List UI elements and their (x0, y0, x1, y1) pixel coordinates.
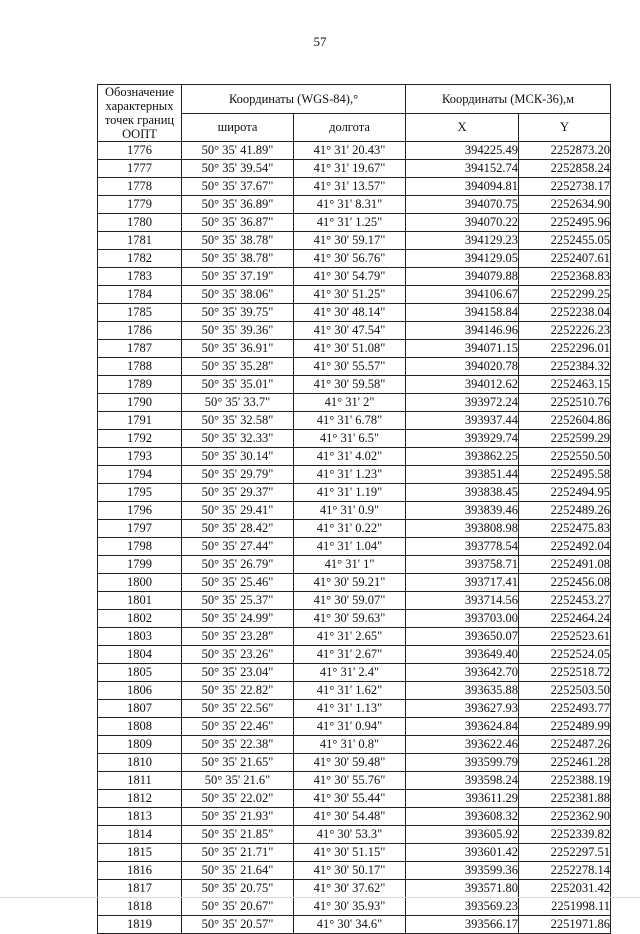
latitude-cell: 50° 35' 37.19" (182, 268, 294, 286)
table-row (98, 412, 611, 430)
coordinates-table (97, 84, 611, 934)
latitude-cell: 50° 35' 38.78" (182, 232, 294, 250)
y-cell: 2252510.76 (519, 394, 611, 412)
y-cell: 2252524.05 (519, 646, 611, 664)
longitude-cell: 41° 31' 2.67" (294, 646, 406, 664)
longitude-cell: 41° 30' 59.63" (294, 610, 406, 628)
table-row (98, 772, 611, 790)
table-row (98, 520, 611, 538)
table-row (98, 448, 611, 466)
x-cell: 394146.96 (406, 322, 519, 340)
latitude-cell: 50° 35' 30.14" (182, 448, 294, 466)
y-cell: 2252455.05 (519, 232, 611, 250)
table-row (98, 826, 611, 844)
x-cell: 393851.44 (406, 466, 519, 484)
longitude-cell: 41° 30' 54.79" (294, 268, 406, 286)
y-cell: 2252487.26 (519, 736, 611, 754)
x-cell: 393839.46 (406, 502, 519, 520)
y-cell: 2252407.61 (519, 250, 611, 268)
table-row (98, 304, 611, 322)
longitude-cell: 41° 31' 1.04" (294, 538, 406, 556)
x-cell: 393624.84 (406, 718, 519, 736)
y-cell: 2252464.24 (519, 610, 611, 628)
table-row (98, 880, 611, 898)
x-cell: 393605.92 (406, 826, 519, 844)
point-id-cell: 1795 (98, 484, 182, 502)
y-cell: 2252297.51 (519, 844, 611, 862)
x-cell: 393808.98 (406, 520, 519, 538)
longitude-cell: 41° 30' 55.76" (294, 772, 406, 790)
point-id-cell: 1783 (98, 268, 182, 286)
point-id-cell: 1787 (98, 340, 182, 358)
x-cell: 393650.07 (406, 628, 519, 646)
x-cell: 394129.23 (406, 232, 519, 250)
latitude-cell: 50° 35' 23.28" (182, 628, 294, 646)
point-id-cell: 1806 (98, 682, 182, 700)
longitude-cell: 41° 30' 47.54" (294, 322, 406, 340)
x-cell: 393627.93 (406, 700, 519, 718)
longitude-cell: 41° 30' 51.15" (294, 844, 406, 862)
latitude-cell: 50° 35' 22.82" (182, 682, 294, 700)
y-cell: 2252381.88 (519, 790, 611, 808)
point-id-cell: 1816 (98, 862, 182, 880)
point-id-cell: 1779 (98, 196, 182, 214)
longitude-cell: 41° 31' 0.8" (294, 736, 406, 754)
x-cell: 394071.15 (406, 340, 519, 358)
table-row (98, 646, 611, 664)
table-row (98, 268, 611, 286)
latitude-cell: 50° 35' 20.75" (182, 880, 294, 898)
x-cell: 393778.54 (406, 538, 519, 556)
y-cell: 2252599.29 (519, 430, 611, 448)
y-cell: 2252339.82 (519, 826, 611, 844)
x-cell: 394079.88 (406, 268, 519, 286)
x-cell: 393642.70 (406, 664, 519, 682)
point-id-cell: 1802 (98, 610, 182, 628)
longitude-cell: 41° 30' 50.17" (294, 862, 406, 880)
point-id-cell: 1817 (98, 880, 182, 898)
table-row (98, 718, 611, 736)
y-cell: 2252738.17 (519, 178, 611, 196)
table-row (98, 376, 611, 394)
x-cell: 393714.56 (406, 592, 519, 610)
x-cell: 393599.79 (406, 754, 519, 772)
point-id-cell: 1807 (98, 700, 182, 718)
latitude-cell: 50° 35' 27.44" (182, 538, 294, 556)
table-row (98, 610, 611, 628)
table-row (98, 502, 611, 520)
x-cell: 394070.22 (406, 214, 519, 232)
table-row (98, 286, 611, 304)
table-row (98, 160, 611, 178)
longitude-cell: 41° 30' 59.48" (294, 754, 406, 772)
latitude-cell: 50° 35' 22.02" (182, 790, 294, 808)
latitude-cell: 50° 35' 28.42" (182, 520, 294, 538)
latitude-cell: 50° 35' 38.06" (182, 286, 294, 304)
x-cell: 393598.24 (406, 772, 519, 790)
longitude-cell: 41° 31' 20.43" (294, 142, 406, 160)
header-designation: Обозначение характерных точек границ ООПТ (98, 85, 182, 142)
table-row (98, 142, 611, 160)
longitude-cell: 41° 31' 6.78" (294, 412, 406, 430)
latitude-cell: 50° 35' 29.41" (182, 502, 294, 520)
header-msk36: Координаты (МСК-36),м (406, 85, 611, 114)
longitude-cell: 41° 30' 48.14" (294, 304, 406, 322)
point-id-cell: 1788 (98, 358, 182, 376)
x-cell: 393758.71 (406, 556, 519, 574)
table-row (98, 682, 611, 700)
longitude-cell: 41° 31' 13.57" (294, 178, 406, 196)
point-id-cell: 1778 (98, 178, 182, 196)
latitude-cell: 50° 35' 29.37" (182, 484, 294, 502)
longitude-cell: 41° 30' 35.93" (294, 898, 406, 916)
latitude-cell: 50° 35' 29.79" (182, 466, 294, 484)
point-id-cell: 1810 (98, 754, 182, 772)
x-cell: 393571.80 (406, 880, 519, 898)
table-row (98, 196, 611, 214)
point-id-cell: 1776 (98, 142, 182, 160)
latitude-cell: 50° 35' 21.65" (182, 754, 294, 772)
y-cell: 2252489.99 (519, 718, 611, 736)
y-cell: 2252456.08 (519, 574, 611, 592)
point-id-cell: 1812 (98, 790, 182, 808)
x-cell: 393838.45 (406, 484, 519, 502)
table-row (98, 556, 611, 574)
longitude-cell: 41° 31' 2.4" (294, 664, 406, 682)
table-row (98, 736, 611, 754)
table-row (98, 250, 611, 268)
x-cell: 394070.75 (406, 196, 519, 214)
y-cell: 2252491.08 (519, 556, 611, 574)
longitude-cell: 41° 31' 1" (294, 556, 406, 574)
y-cell: 2252296.01 (519, 340, 611, 358)
latitude-cell: 50° 35' 21.64" (182, 862, 294, 880)
table-row (98, 862, 611, 880)
y-cell: 2252384.32 (519, 358, 611, 376)
longitude-cell: 41° 30' 59.58" (294, 376, 406, 394)
point-id-cell: 1794 (98, 466, 182, 484)
x-cell: 394225.49 (406, 142, 519, 160)
latitude-cell: 50° 35' 20.67" (182, 898, 294, 916)
latitude-cell: 50° 35' 41.89" (182, 142, 294, 160)
longitude-cell: 41° 31' 4.02" (294, 448, 406, 466)
y-cell: 2252604.86 (519, 412, 611, 430)
point-id-cell: 1797 (98, 520, 182, 538)
table-row (98, 484, 611, 502)
page-number: 57 (313, 34, 327, 49)
longitude-cell: 41° 30' 59.21" (294, 574, 406, 592)
point-id-cell: 1798 (98, 538, 182, 556)
x-cell: 393862.25 (406, 448, 519, 466)
longitude-cell: 41° 30' 53.3" (294, 826, 406, 844)
point-id-cell: 1814 (98, 826, 182, 844)
y-cell: 2252523.61 (519, 628, 611, 646)
x-cell: 393611.29 (406, 790, 519, 808)
point-id-cell: 1811 (98, 772, 182, 790)
point-id-cell: 1803 (98, 628, 182, 646)
point-id-cell: 1813 (98, 808, 182, 826)
latitude-cell: 50° 35' 37.67" (182, 178, 294, 196)
x-cell: 393937.44 (406, 412, 519, 430)
header-x: X (406, 113, 519, 142)
x-cell: 394152.74 (406, 160, 519, 178)
header-longitude: долгота (294, 113, 406, 142)
x-cell: 393622.46 (406, 736, 519, 754)
point-id-cell: 1784 (98, 286, 182, 304)
longitude-cell: 41° 30' 51.08" (294, 340, 406, 358)
latitude-cell: 50° 35' 36.91" (182, 340, 294, 358)
latitude-cell: 50° 35' 22.46" (182, 718, 294, 736)
y-cell: 2252475.83 (519, 520, 611, 538)
point-id-cell: 1796 (98, 502, 182, 520)
table-row (98, 232, 611, 250)
y-cell: 2252362.90 (519, 808, 611, 826)
latitude-cell: 50° 35' 36.89" (182, 196, 294, 214)
x-cell: 394012.62 (406, 376, 519, 394)
table-row (98, 358, 611, 376)
y-cell: 2252873.20 (519, 142, 611, 160)
header-y: Y (519, 113, 611, 142)
y-cell: 2251998.11 (519, 898, 611, 916)
y-cell: 2252493.77 (519, 700, 611, 718)
y-cell: 2252492.04 (519, 538, 611, 556)
table-row (98, 322, 611, 340)
x-cell: 393635.88 (406, 682, 519, 700)
latitude-cell: 50° 35' 21.85" (182, 826, 294, 844)
y-cell: 2252031.42 (519, 880, 611, 898)
point-id-cell: 1804 (98, 646, 182, 664)
latitude-cell: 50° 35' 23.04" (182, 664, 294, 682)
latitude-cell: 50° 35' 26.79" (182, 556, 294, 574)
y-cell: 2252634.90 (519, 196, 611, 214)
longitude-cell: 41° 31' 1.25" (294, 214, 406, 232)
x-cell: 393601.42 (406, 844, 519, 862)
y-cell: 2252495.96 (519, 214, 611, 232)
y-cell: 2252388.19 (519, 772, 611, 790)
table-row (98, 592, 611, 610)
table-row (98, 700, 611, 718)
longitude-cell: 41° 30' 34.6" (294, 916, 406, 934)
point-id-cell: 1799 (98, 556, 182, 574)
latitude-cell: 50° 35' 21.71" (182, 844, 294, 862)
point-id-cell: 1801 (98, 592, 182, 610)
x-cell: 393566.17 (406, 916, 519, 934)
latitude-cell: 50° 35' 33.7" (182, 394, 294, 412)
longitude-cell: 41° 30' 55.57" (294, 358, 406, 376)
point-id-cell: 1809 (98, 736, 182, 754)
latitude-cell: 50° 35' 22.38" (182, 736, 294, 754)
point-id-cell: 1805 (98, 664, 182, 682)
x-cell: 394020.78 (406, 358, 519, 376)
x-cell: 394158.84 (406, 304, 519, 322)
longitude-cell: 41° 30' 37.62" (294, 880, 406, 898)
x-cell: 393717.41 (406, 574, 519, 592)
latitude-cell: 50° 35' 21.6" (182, 772, 294, 790)
y-cell: 2252550.50 (519, 448, 611, 466)
table-row (98, 340, 611, 358)
table-body (98, 142, 611, 934)
point-id-cell: 1785 (98, 304, 182, 322)
longitude-cell: 41° 31' 8.31" (294, 196, 406, 214)
point-id-cell: 1781 (98, 232, 182, 250)
longitude-cell: 41° 30' 54.48" (294, 808, 406, 826)
point-id-cell: 1789 (98, 376, 182, 394)
y-cell: 2252489.26 (519, 502, 611, 520)
longitude-cell: 41° 31' 0.22" (294, 520, 406, 538)
longitude-cell: 41° 31' 19.67" (294, 160, 406, 178)
table-row (98, 664, 611, 682)
point-id-cell: 1800 (98, 574, 182, 592)
point-id-cell: 1790 (98, 394, 182, 412)
table-row (98, 178, 611, 196)
table-row (98, 574, 611, 592)
x-cell: 393569.23 (406, 898, 519, 916)
table-row (98, 628, 611, 646)
latitude-cell: 50° 35' 22.56" (182, 700, 294, 718)
longitude-cell: 41° 31' 2.65" (294, 628, 406, 646)
latitude-cell: 50° 35' 23.26" (182, 646, 294, 664)
y-cell: 2252299.25 (519, 286, 611, 304)
latitude-cell: 50° 35' 24.99" (182, 610, 294, 628)
latitude-cell: 50° 35' 38.78" (182, 250, 294, 268)
table-row (98, 754, 611, 772)
longitude-cell: 41° 30' 59.17" (294, 232, 406, 250)
longitude-cell: 41° 31' 1.19" (294, 484, 406, 502)
y-cell: 2252858.24 (519, 160, 611, 178)
point-id-cell: 1793 (98, 448, 182, 466)
longitude-cell: 41° 30' 51.25" (294, 286, 406, 304)
latitude-cell: 50° 35' 21.93" (182, 808, 294, 826)
x-cell: 393929.74 (406, 430, 519, 448)
table-row (98, 214, 611, 232)
point-id-cell: 1780 (98, 214, 182, 232)
latitude-cell: 50° 35' 39.75" (182, 304, 294, 322)
header-wgs84: Координаты (WGS-84),° (182, 85, 406, 114)
x-cell: 393972.24 (406, 394, 519, 412)
latitude-cell: 50° 35' 32.58" (182, 412, 294, 430)
x-cell: 394094.81 (406, 178, 519, 196)
table-row (98, 538, 611, 556)
latitude-cell: 50° 35' 32.33" (182, 430, 294, 448)
point-id-cell: 1786 (98, 322, 182, 340)
y-cell: 2252494.95 (519, 484, 611, 502)
y-cell: 2251971.86 (519, 916, 611, 934)
longitude-cell: 41° 31' 1.62" (294, 682, 406, 700)
longitude-cell: 41° 31' 2" (294, 394, 406, 412)
latitude-cell: 50° 35' 39.36" (182, 322, 294, 340)
table-row (98, 898, 611, 916)
y-cell: 2252461.28 (519, 754, 611, 772)
latitude-cell: 50° 35' 25.46" (182, 574, 294, 592)
table-row (98, 790, 611, 808)
y-cell: 2252495.58 (519, 466, 611, 484)
y-cell: 2252238.04 (519, 304, 611, 322)
point-id-cell: 1815 (98, 844, 182, 862)
longitude-cell: 41° 30' 55.44" (294, 790, 406, 808)
point-id-cell: 1808 (98, 718, 182, 736)
point-id-cell: 1792 (98, 430, 182, 448)
table-row (98, 808, 611, 826)
point-id-cell: 1818 (98, 898, 182, 916)
latitude-cell: 50° 35' 25.37" (182, 592, 294, 610)
longitude-cell: 41° 31' 1.23" (294, 466, 406, 484)
point-id-cell: 1819 (98, 916, 182, 934)
latitude-cell: 50° 35' 39.54" (182, 160, 294, 178)
x-cell: 393703.00 (406, 610, 519, 628)
longitude-cell: 41° 31' 1.13" (294, 700, 406, 718)
table-row (98, 916, 611, 934)
y-cell: 2252368.83 (519, 268, 611, 286)
y-cell: 2252453.27 (519, 592, 611, 610)
x-cell: 394129.05 (406, 250, 519, 268)
x-cell: 393599.36 (406, 862, 519, 880)
y-cell: 2252518.72 (519, 664, 611, 682)
page-edge-line (0, 897, 640, 898)
table-row (98, 430, 611, 448)
point-id-cell: 1777 (98, 160, 182, 178)
longitude-cell: 41° 30' 56.76" (294, 250, 406, 268)
y-cell: 2252503.50 (519, 682, 611, 700)
latitude-cell: 50° 35' 35.01" (182, 376, 294, 394)
y-cell: 2252463.15 (519, 376, 611, 394)
table-row (98, 466, 611, 484)
longitude-cell: 41° 31' 0.9" (294, 502, 406, 520)
latitude-cell: 50° 35' 35.28" (182, 358, 294, 376)
point-id-cell: 1782 (98, 250, 182, 268)
x-cell: 394106.67 (406, 286, 519, 304)
y-cell: 2252278.14 (519, 862, 611, 880)
header-latitude: широта (182, 113, 294, 142)
table-row (98, 394, 611, 412)
latitude-cell: 50° 35' 36.87" (182, 214, 294, 232)
x-cell: 393608.32 (406, 808, 519, 826)
longitude-cell: 41° 31' 6.5" (294, 430, 406, 448)
longitude-cell: 41° 31' 0.94" (294, 718, 406, 736)
latitude-cell: 50° 35' 20.57" (182, 916, 294, 934)
table-row (98, 844, 611, 862)
x-cell: 393649.40 (406, 646, 519, 664)
longitude-cell: 41° 30' 59.07" (294, 592, 406, 610)
y-cell: 2252226.23 (519, 322, 611, 340)
point-id-cell: 1791 (98, 412, 182, 430)
